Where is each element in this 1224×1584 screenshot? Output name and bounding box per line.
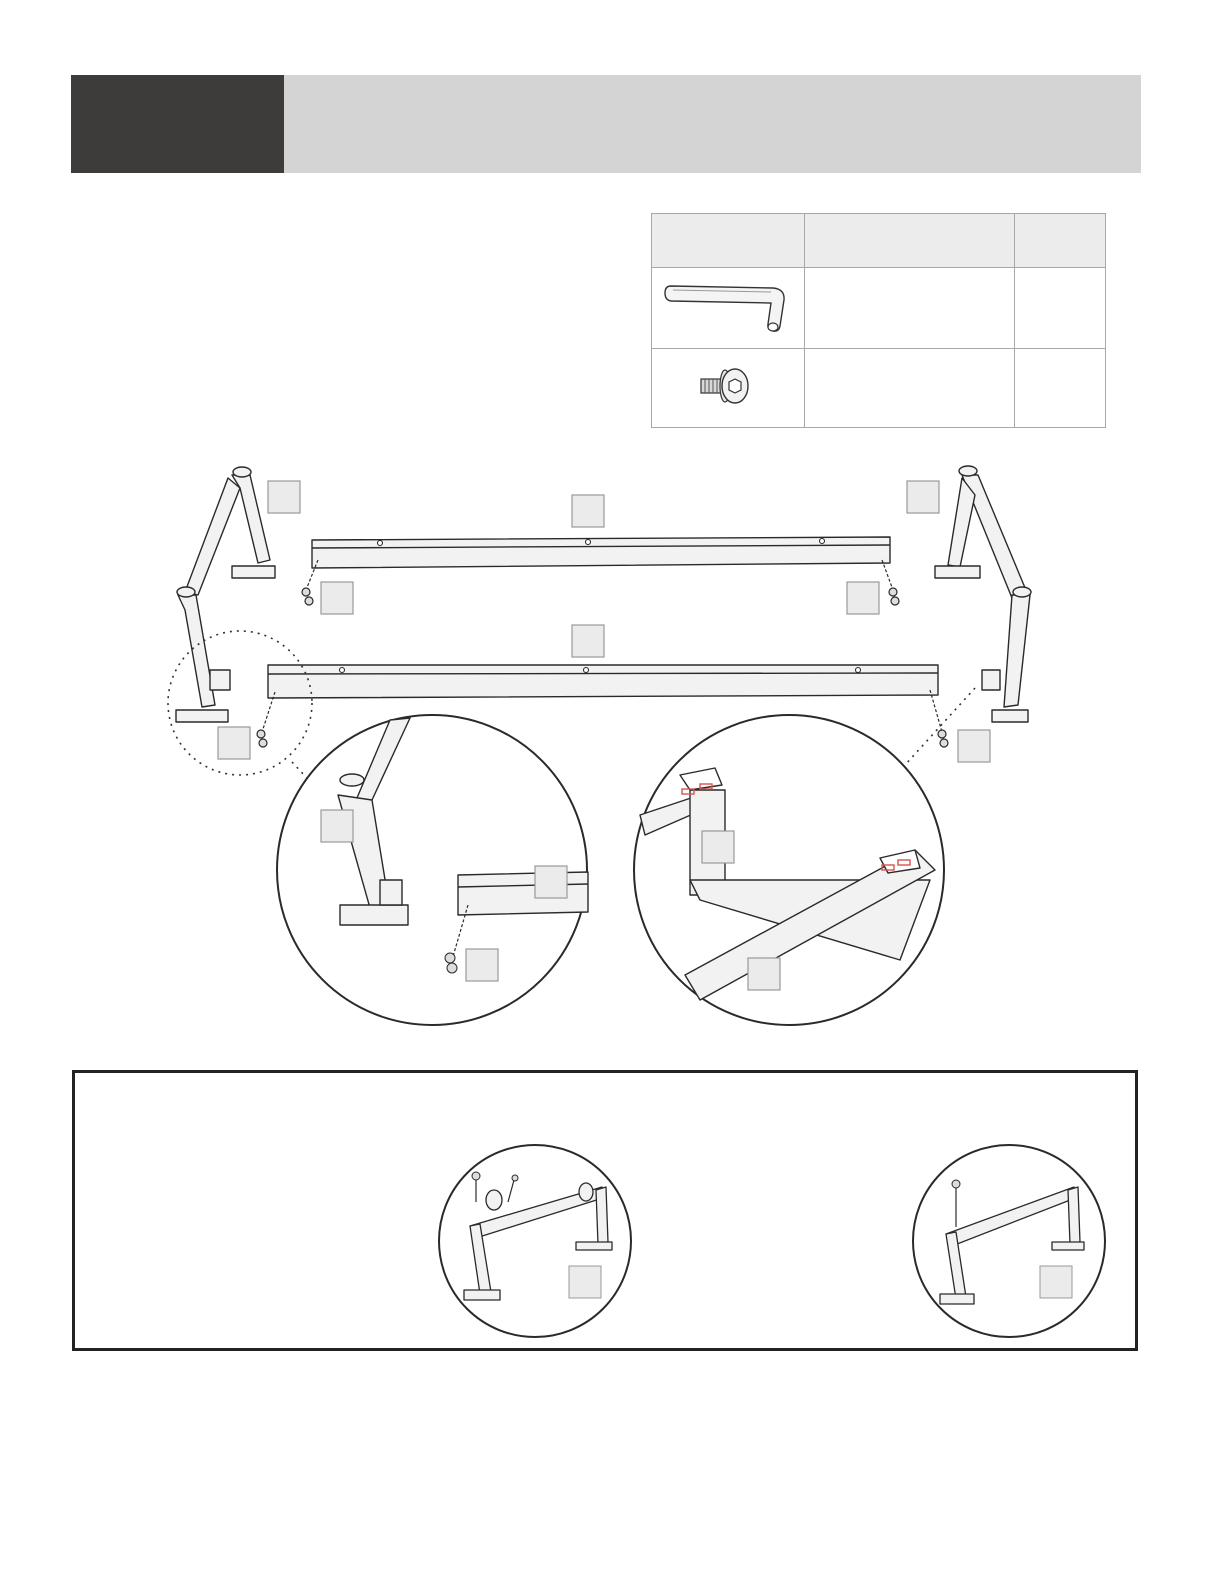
hardware-header-qty <box>1015 214 1106 268</box>
rear-rail <box>312 537 890 568</box>
hardware-table <box>651 213 1106 428</box>
allen-key-cell <box>652 268 805 349</box>
hardware-table-header <box>652 214 1106 268</box>
note-illustration-left <box>436 1142 634 1340</box>
callout-box <box>847 582 879 614</box>
front-rail <box>268 665 938 698</box>
callout-box <box>535 866 567 898</box>
callout-box <box>466 949 498 981</box>
rear-left-leg <box>185 467 275 595</box>
callout-box <box>321 810 353 842</box>
detail-right-circle <box>634 715 944 1025</box>
callout-box <box>569 1266 601 1298</box>
hardware-row <box>652 268 1106 349</box>
bolt-qty <box>1015 349 1106 428</box>
callout-box <box>907 481 939 513</box>
allen-key-qty <box>1015 268 1106 349</box>
allen-key-description <box>805 268 1015 349</box>
callout-box <box>268 481 300 513</box>
bolt-cell <box>652 349 805 428</box>
callout-box <box>321 582 353 614</box>
hex-socket-bolt-icon <box>693 361 763 411</box>
note-illustration-right <box>910 1142 1108 1340</box>
front-left-leg <box>176 587 230 722</box>
front-right-leg <box>982 587 1031 722</box>
callout-box <box>572 625 604 657</box>
callout-box <box>958 730 990 762</box>
detail-left-circle <box>277 715 588 1025</box>
step-title-bar <box>284 75 1141 173</box>
callout-box <box>1040 1266 1072 1298</box>
callout-box <box>748 958 780 990</box>
hardware-row <box>652 349 1106 428</box>
frame-assembly-illustration <box>160 455 1120 1035</box>
callout-box <box>218 727 250 759</box>
allen-key-icon <box>663 276 793 336</box>
hardware-header-part <box>652 214 805 268</box>
hardware-header-description <box>805 214 1015 268</box>
bolt-description <box>805 349 1015 428</box>
step-number-block <box>71 75 284 173</box>
callout-box <box>702 831 734 863</box>
callout-box <box>572 495 604 527</box>
rear-right-leg <box>935 466 1028 598</box>
